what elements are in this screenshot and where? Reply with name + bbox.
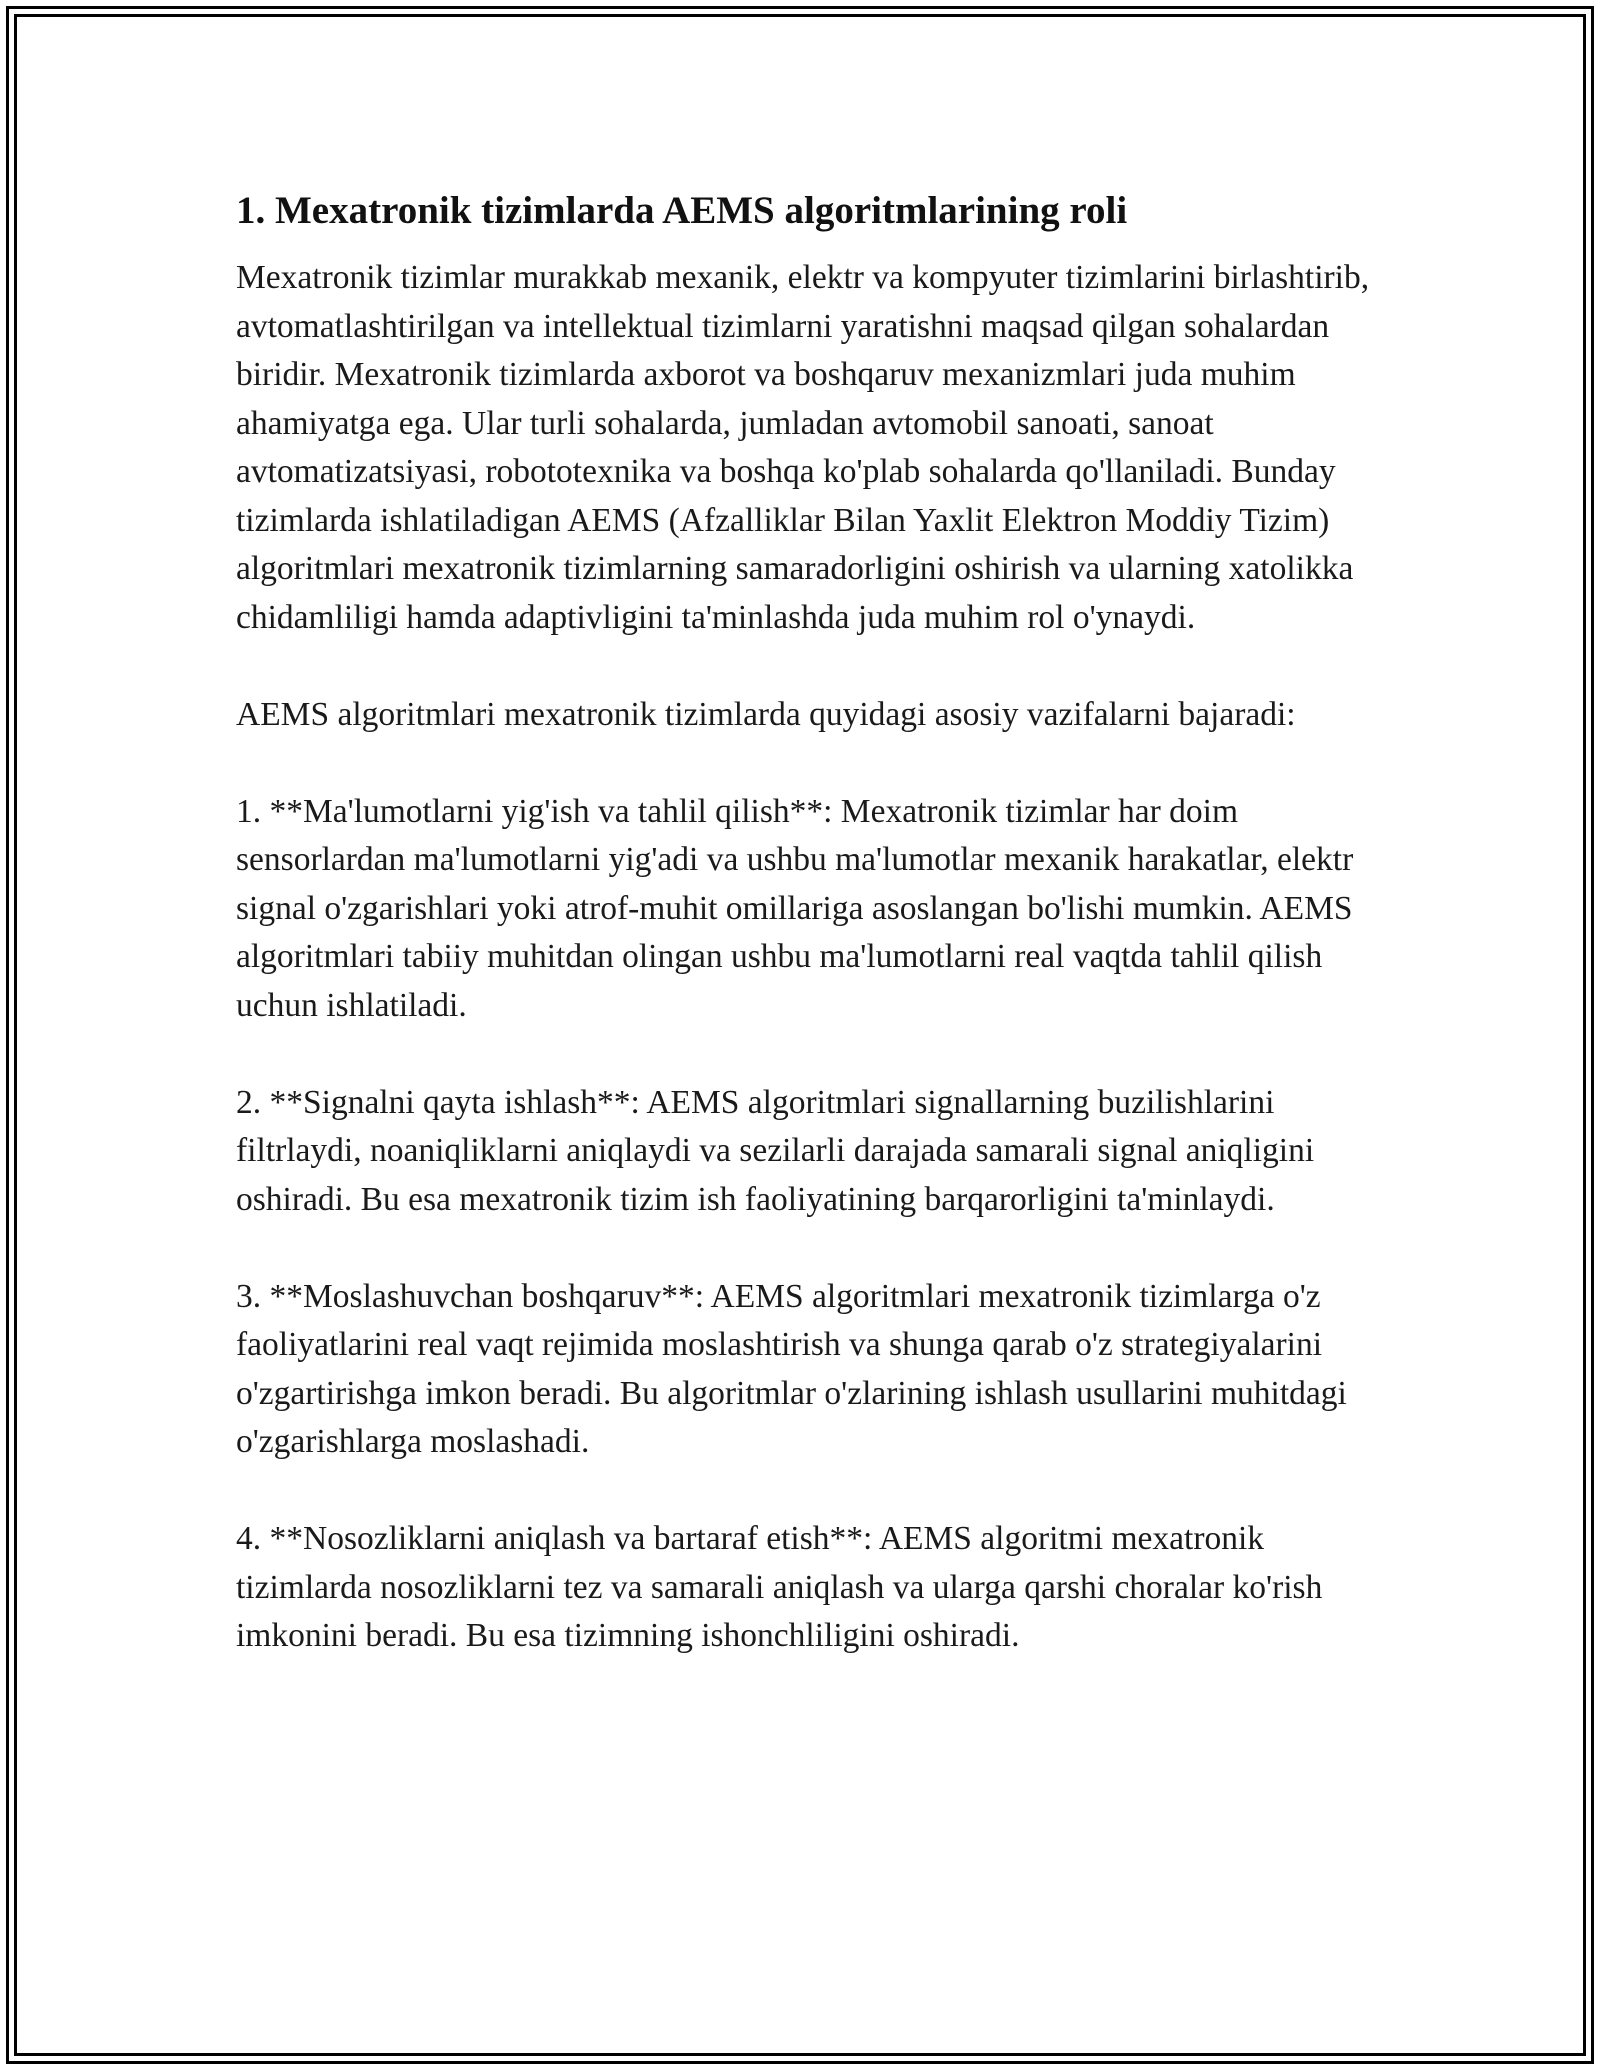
document-body — [236, 186, 1376, 1709]
paragraph-item-2: 2. **Signalni qayta ishlash**: AEMS algoritmlari signallarning buzilishlarini filtrlaydi, noaniqliklarni aniqlaydi va sezilarli darajada samarali signal aniqligini oshiradi. Bu esa mexatronik tizim ish faoliyatining barqarorligini ta'minlaydi. — [236, 1083, 1315, 1218]
paragraph-tasks-intro: AEMS algoritmlari mexatronik tizimlarda quyidagi asosiy vazifalarni bajaradi: — [236, 695, 1296, 733]
paragraph-intro: Mexatronik tizimlar murakkab mexanik, elektr va kompyuter tizimlarini birlashtirib, avtomatlashtirilgan va intellektual tizimlarni yaratishni maqsad qilgan sohalardan biridir. Mexatronik tizimlarda axborot va boshqaruv mexanizmlari juda muhim ahamiyatga ega. Ular turli sohalarda, jumladan avtomobil sanoati, sanoat avtomatizatsiyasi, robototexnika va boshqa ko'plab sohalarda qo'llaniladi. Bunday tizimlarda ishlatiladigan AEMS (Afzalliklar Bilan Yaxlit Elektron Moddiy Tizim) algoritmlari mexatronik tizimlarning samaradorligini oshirish va ularning xatolikka chidamliligi hamda adaptivligini ta'minlashda juda muhim rol o'ynaydi. — [236, 259, 1370, 636]
paragraph-item-3: 3. **Moslashuvchan boshqaruv**: AEMS algoritmlari mexatronik tizimlarga o'z faoliyatlarini real vaqt rejimida moslashtirish va shunga qarab o'z strategiyalarini o'zgartirishga imkon beradi. Bu algoritmlar o'zlarining ishlash usullarini muhitdagi o'zgarishlarga moslashadi. — [236, 1277, 1347, 1460]
paragraph-item-4: 4. **Nosozliklarni aniqlash va bartaraf etish**: AEMS algoritmi mexatronik tizimlarda nosozliklarni tez va samarali aniqlash va ularga qarshi choralar ko'rish imkonini beradi. Bu esa tizimning ishonchliligini oshiradi. — [236, 1520, 1323, 1654]
paragraph-item-1: 1. **Ma'lumotlarni yig'ish va tahlil qilish**: Mexatronik tizimlar har doim sensorlardan ma'lumotlarni yig'adi va ushbu ma'lumotlar mexanik harakatlar, elektr signal o'zgarishlari yoki atrof-muhit omillariga asoslangan bo'lishi mumkin. AEMS algoritmlari tabiiy muhitdan olingan ushbu ma'lumotlarni real vaqtda tahlil qilish uchun ishlatiladi. — [236, 792, 1354, 1024]
section-heading: 1. Mexatronik tizimlarda AEMS algoritmlarining roli — [236, 189, 1128, 232]
